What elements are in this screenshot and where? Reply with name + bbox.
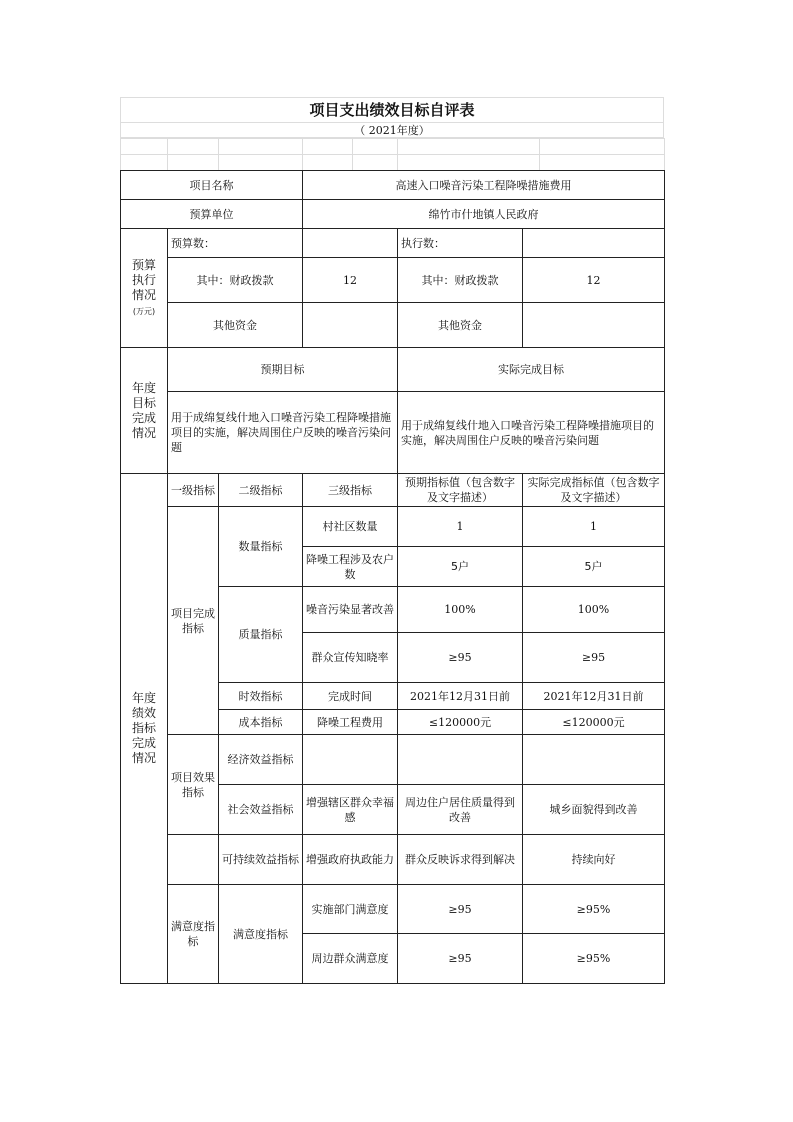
budget-unit-value: 绵竹市什地镇人民政府 [303,200,665,229]
indicator-expected: 群众反映诉求得到解决 [398,835,523,885]
fiscal-budget-value: 12 [303,258,398,303]
table-row [121,507,665,547]
indicator-name: 周边群众满意度 [303,934,398,984]
indicator-actual: 100% [523,587,665,633]
budget-section-text: 预算执行情况 [131,257,156,302]
indicator-name: 降噪工程涉及农户数 [303,547,398,587]
annual-goal-text-row [121,392,665,474]
indicator-name: 完成时间 [303,683,398,710]
fiscal-row [121,258,665,303]
indicator-name [303,735,398,785]
budget-amount-value [303,229,398,258]
project-name-value: 高速入口噪音污染工程降噪措施费用 [303,171,665,200]
indicator-expected: 周边住户居住质量得到改善 [398,785,523,835]
performance-table [120,170,665,984]
annual-goal-header-row [121,348,665,392]
indicator-actual: ≥95% [523,934,665,984]
indicator-name: 增强辖区群众幸福感 [303,785,398,835]
indicator-actual: ≥95 [523,633,665,683]
budget-row [121,229,665,258]
indicator-name: 村社区数量 [303,507,398,547]
other-funds-exec-label: 其他资金 [398,303,523,348]
indicator-expected: 2021年12月31日前 [398,683,523,710]
indicator-actual: ≥95% [523,885,665,934]
quality-indicator-label: 质量指标 [219,587,303,683]
page-subtitle-year: （ 2021年度） [120,122,664,138]
actual-goal-label: 实际完成目标 [398,348,665,392]
indicator-expected: ≥95 [398,885,523,934]
sustain-indicator-label: 可持续效益指标 [219,835,303,885]
page-title: 项目支出绩效目标自评表 [120,97,664,122]
indicator-name: 实施部门满意度 [303,885,398,934]
other-funds-exec [523,303,665,348]
indicator-actual: 1 [523,507,665,547]
blank-spacer-rows [120,138,665,171]
effect-indicator-label: 项目效果指标 [168,735,219,835]
economic-indicator-label: 经济效益指标 [219,735,303,785]
budget-section-unit: (万元) [132,306,156,316]
indicator-expected: 100% [398,587,523,633]
indicator-actual [523,735,665,785]
header-level1: 一级指标 [168,474,219,507]
indicator-expected: 5户 [398,547,523,587]
indicator-expected: 1 [398,507,523,547]
header-level2: 二级指标 [219,474,303,507]
fiscal-label: 其中：财政拨款 [168,258,303,303]
fiscal-exec-value: 12 [523,258,665,303]
header-expected: 预期指标值（包含数字及文字描述） [398,474,523,507]
other-funds-budget [303,303,398,348]
project-name-row [121,171,665,200]
expected-goal-label: 预期目标 [168,348,398,392]
indicator-actual: ≤120000元 [523,710,665,735]
blank-row [121,139,665,155]
indicator-actual: 5户 [523,547,665,587]
annual-section-text: 年度目标完成情况 [131,380,156,440]
budget-unit-label: 预算单位 [121,200,303,229]
perf-section-text: 年度绩效指标完成情况 [131,691,156,765]
blank-cell [168,835,219,885]
header-level3: 三级指标 [303,474,398,507]
actual-goal-text: 用于成绵复线什地入口噪音污染工程降噪措施项目的实施，解决周围住户反映的噪音污染问题 [398,392,665,474]
budget-unit-row [121,200,665,229]
indicator-name: 群众宣传知晓率 [303,633,398,683]
table-row [121,885,665,934]
indicator-expected: ≥95 [398,633,523,683]
blank-row [121,155,665,171]
other-funds-label: 其他资金 [168,303,303,348]
indicator-name: 增强政府执政能力 [303,835,398,885]
satisfaction-indicator-label: 满意度指标 [168,885,219,984]
indicator-actual: 2021年12月31日前 [523,683,665,710]
indicator-name: 降噪工程费用 [303,710,398,735]
quantity-indicator-label: 数量指标 [219,507,303,587]
indicator-actual: 城乡面貌得到改善 [523,785,665,835]
indicator-actual: 持续向好 [523,835,665,885]
satisfaction-l2-label: 满意度指标 [219,885,303,984]
timeliness-indicator-label: 时效指标 [219,683,303,710]
other-funds-row [121,303,665,348]
fiscal-exec-label: 其中：财政拨款 [398,258,523,303]
annual-section-label [121,348,168,474]
header-actual: 实际完成指标值（包含数字及文字描述） [523,474,665,507]
table-row [121,735,665,785]
perf-header-row [121,474,665,507]
social-indicator-label: 社会效益指标 [219,785,303,835]
budget-amount-label: 预算数： [168,229,303,258]
indicator-expected [398,735,523,785]
table-row [121,835,665,885]
expected-goal-text: 用于成绵复线什地入口噪音污染工程降噪措施项目的实施，解决周围住户反映的噪音污染问题 [168,392,398,474]
indicator-expected: ≤120000元 [398,710,523,735]
exec-amount-value [523,229,665,258]
indicator-expected: ≥95 [398,934,523,984]
project-name-label: 项目名称 [121,171,303,200]
cost-indicator-label: 成本指标 [219,710,303,735]
budget-section-label [121,229,168,348]
perf-section-label [121,474,168,984]
completion-indicator-label: 项目完成指标 [168,507,219,735]
indicator-name: 噪音污染显著改善 [303,587,398,633]
exec-amount-label: 执行数： [398,229,523,258]
